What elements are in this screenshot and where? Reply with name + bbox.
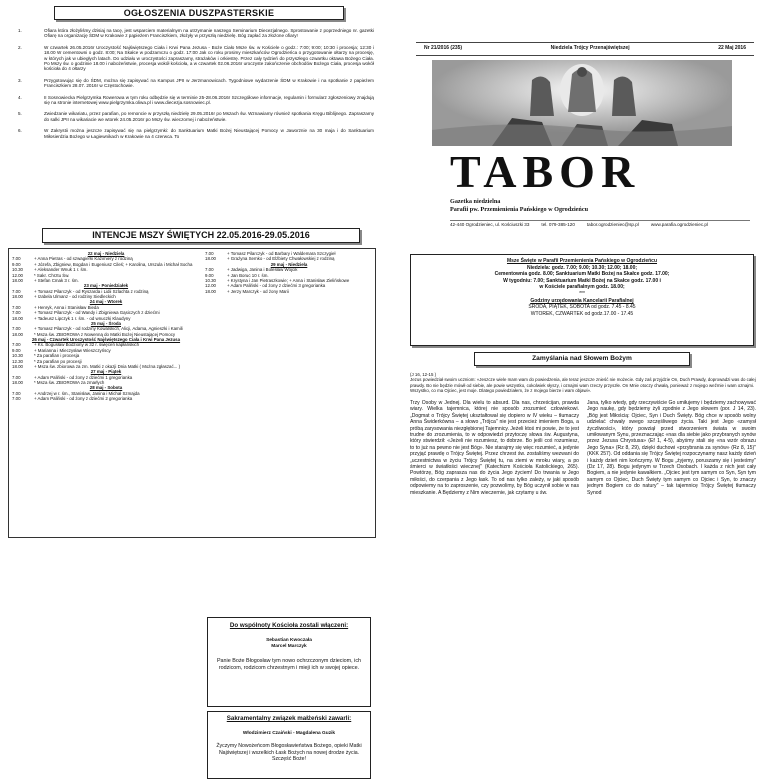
intention-text: + Jan Boruc 10 r. śm. (227, 272, 269, 278)
announcement-text: Zwiedzanie wikariatu, przez parafian, po remoncie w przyszłą niedzielę 29.05.2016r po Mszach św. Wznawiamy również spotkania Kręgu Biblijnego. Zapraszamy do salki JPII na wikariacie we wtorek 24.05.2016r po Mszy św. wieczornej i nabożeństwie. (44, 111, 374, 122)
transfiguration-painting (432, 60, 732, 146)
reflection-column-1: Trzy Osoby w Jednej. Dla wielu to absurd. Dla nas, chrześcijan, prawda wiary. Wielka tajemnica, której nie sposób zrozumieć człowiekowi. „Dogmat o Trójcy Świętej ukształtował się dopiero w IV wieku – tłumaczy Anna Świderkówna – a słowo „Trójca" nie jest przecież imieniem Boga, a próbą zarysowania niezgłębionej Tajemnicy. Jeżeli ktoś mi powie, że to jest trudne do zrozumienia, to w odpowiedzi przytoczę słowa św. Augustyna, który stwierdził: «Jeżeli nie rozumiesz, to dobrze. Bo jeśli coś rozumiesz, to to już na pewno nie jest Bóg». Nie starajmy się więc rozumieć, a jedynie przyjąć prawdę o Trójcy Świętej. Przez chrzest św. zostaliśmy wezwani do „uczestnictwa w życiu Trójcy Świętej tu, na ziemi w mroku wiary, a po śmierci w światłości wiecznej" (Katechizm Kościoła Katolickiego, 265). Powtórzę, Bóg zaprasza nas do życia Jego życiem! Do trwania w Jego miłości, do czerpania z Jego łask. To od nas tylko zależy, w jaki sposób odpowiemy na to zaproszenie, czy pozwolimy, by Bóg uczynił sobie w nas mieszkanie. A Będziemy z Nim wieczernie, jak czytamy u św. (410, 400, 579, 496)
intention-time: 7.00 (12, 396, 21, 402)
intention-text: + Andrzej w r. śm., Stanisław, Janina i Michał Szmajda (34, 390, 140, 396)
issue-feast: Niedziela Trójcy Przenajświętszej (550, 45, 630, 52)
announcement-number: 2. (18, 44, 22, 50)
intention-row (12, 396, 200, 401)
intention-time: 18.00 (12, 277, 23, 283)
intention-time: 12.30 (12, 358, 23, 364)
intention-text: * Msza św. ZBIOROWA z Nowenną do Matki Bożej Nieustającej Pomocy (34, 331, 176, 337)
intention-text: * Za parafian po procesji (34, 358, 82, 364)
baptism-wish: Panie Boże Błogosław tym nowo ochrzczonym dzieciom, ich rodzicom, rodzicom chrzestnym i mieji ich w swojej opiece. (216, 658, 362, 672)
schedule-weekday-2: w Kościele parafialnym godz. 18.00; (539, 284, 625, 291)
schedule-stars: *** (579, 290, 585, 297)
intention-text: + Adam Paliński - od żony z dziećmi 3 gregorianka (227, 283, 326, 289)
intention-text: + Tomasz Pilarczyk - od rodziny Kowalskich, Alicji, Adama, Agnieszki i Kamili (34, 326, 183, 332)
schedule-cement: Cementownia godz. 8.00; Sanktuarium Matki Bożej na Skałce godz. 17.00; (494, 271, 670, 278)
intention-text: + Ks. Bogusław Bodziony w 32 r. święceń kapłańskich (34, 342, 140, 348)
intention-text: + Tadeusz Lipczyk 1 r. śm. - od wnuczki Klaudyny (34, 315, 131, 321)
contact-line (450, 220, 750, 227)
intention-time: 7.00 (12, 342, 21, 348)
intention-text: + Marianna i Mieczysław Wieszczyńscy (34, 347, 111, 353)
intention-time: 18.00 (12, 294, 23, 299)
marriage-wish: Życzymy Nowożeńcom Błogosławieństwa Bożego, opieki Matki Najświętszej i wszelkich Łask Bożych na nowej drodze życia. Szczęść Boże! (216, 742, 362, 763)
intention-text: + Tomasz Pilarczyk - od Wandy i Zbigniewa Gąsiczych z dziećmi (34, 310, 160, 316)
announcement-item (8, 78, 374, 89)
office-hours-1: ŚRODA, PIĄTEK, SOBOTA od godz. 7.45 - 8.45 (528, 304, 636, 311)
website: www.parafia.ogrodzieniec.pl (650, 222, 709, 227)
intention-row (205, 289, 373, 294)
day-heading: 28 maj - Sobota (89, 385, 123, 391)
gospel-reference: (J 16, 12-15 ) (410, 372, 437, 377)
email: tabor.ogrodzieniec@sp.pl (586, 222, 639, 227)
issue-number: Nr 21/2016 (235) (424, 45, 463, 52)
day-heading: 27 maj - Piątek (90, 369, 122, 375)
reflection-column-2: Jana, tylko wtedy, gdy rzeczywiście Go umiłujemy i będziemy zachowywać Jego naukę, gdy będziemy żyli zgodnie z Jego słowem (por. J 14, 23). „Bóg jest Miłością: Ojciec, Syn i Duch Święty. Bóg chce w sposób wolny udzielać chwały swego szczęśliwego życia. Taki jest Jego «zamysł życzliwości», który powziął przed stworzeniem świata w swoim umiłowanym Synu, przeznaczając «nas dla siebie jako przybranych synów przez Jezusa Chrystusa» (Ef 1, 4-5), abyśmy stali się «na wzór obrazu Jego Syna» (Rz 8, 29), dzięki duchowi «przybrania za synów» (Rz 8, 15)" (KKK 257). Od oddania się Trójcy Świętej rozpoczynamy nasz każdy dzień i każdy dzień nim kończymy. W Bogu „żyjemy, poruszamy się i jesteśmy" (Dz 17, 28). Bogu jedynym w Trzech Osobach. I każda z nich jest cały Bogiem, a nie jedynie kawałkiem. „Ojciec jest tym samym co Syn, Syn tym samym co Ojciec, Duch Święty tym samym co Ojciec i Syn, to znaczy jednym Bogiem co do natury" – tak tajemnicę Trójcy Świętej tłumaczy Synod (587, 400, 756, 496)
intention-row (205, 256, 373, 261)
marriage-heading: Sakramentalny związek małżeński zawarli: (226, 715, 352, 722)
day-heading: 29 maj - Niedziela (270, 261, 308, 267)
intention-time: 7.00 (12, 288, 21, 294)
marriage-box (207, 711, 371, 779)
intention-time: 12.00 (205, 283, 216, 289)
intention-time: 10.30 (12, 267, 23, 273)
intention-time: 7.00 (205, 267, 214, 273)
gospel-text (410, 372, 756, 394)
baptism-box (207, 617, 371, 707)
office-title: Godziny urzędowania Kancelarii Parafialnej (530, 297, 634, 304)
office-hours-2: WTOREK, CZWARTEK od godz.17.00 - 17.45 (530, 310, 634, 317)
intention-time: 18.00 (12, 315, 23, 321)
announcement-item (8, 111, 374, 122)
intention-time: 7.00 (12, 310, 21, 316)
announcement-number: 6. (18, 128, 22, 134)
announcement-number: 1. (18, 28, 22, 33)
day-heading: 24 maj - Wtorek (89, 299, 123, 305)
announcement-text: II Sosnowiecka Pielgrzymka Rowerowa w tym roku odbędzie się w terminie 25-28.06.2016r Szczegółowe informacje, regulamin i formularz zgłoszeniowy znajdują się na stronie internetowej www.pielgrzymka.oliwa.pl i www.diecezja.sosnowiec.pl. (44, 94, 374, 106)
day-heading: 22 maj - Niedziela (87, 251, 125, 256)
phone: tel. 079-385-120 (541, 222, 575, 227)
announcement-item (8, 28, 374, 39)
mass-intentions-column-1 (12, 251, 200, 402)
marriage-names: Włodzimierz Czaiński - Magdalena Guzik (242, 730, 336, 736)
mass-intentions-column-2 (205, 251, 373, 294)
schedule-sunday: Niedziela: godz. 7.00; 9.00; 10.30; 12.00; 18.00; (526, 264, 638, 271)
intention-text: + Adam Paliński - od żony z dziećmi 1 gregorianka (34, 374, 133, 380)
intention-time: 18.00 (205, 256, 216, 262)
announcement-text: Ofiara która złożyliśmy dzisiaj na tacę, jest wsparciem materialnym na utrzymanie naszego Seminarium Diecezjalnego. Sprostowanie z poprzedniego nr. gazetki Ofiarę na organizację ŚDM w Krakowie z pąpieżem Franciszkiem, złożyły w przyszłą niedzielę. Bóg zapłać za złożone ofiary! (44, 28, 374, 39)
intention-time: 7.00 (205, 251, 214, 256)
announcements-list (8, 28, 374, 145)
intention-text: + Grażyna Semko - od Elżbiety Chwałowskiej z rodziną (227, 256, 335, 262)
schedule-title: Msze Święte w Parafii Przemienienia Pańskiego w Ogrodzieńcu (506, 258, 658, 264)
reflection-title: Zamyślania nad Słowem Bożym (474, 352, 690, 366)
intention-time: 7.00 (12, 326, 21, 332)
intention-time: 7.00 (12, 256, 21, 262)
masthead-subtitle-2: Parafii pw. Przemienienia Pańskiego w Ogrodzieńcu (450, 206, 589, 214)
announcements-title: OGŁOSZENIA DUSZPASTERSKIE (54, 6, 344, 20)
intention-text: + Jadwiga, Janina i Bolesław Wójcik (227, 267, 298, 273)
left-page (6, 4, 378, 763)
mass-intentions-frame (8, 248, 376, 763)
intention-text: + Stefan Cmak 3 r. śm. (34, 277, 79, 283)
intention-text: + Józefa, Zbigniew, Bogdan i Eugeniusz Cileś; + Karolina, Urszula i Michał Socha (34, 261, 193, 267)
baptism-name: Marcel Marczyk (271, 643, 307, 649)
day-heading: 26 maj - Czwartek Uroczystość Najświętszego Ciała i Krwi Pana Jezusa (31, 337, 181, 342)
intention-time: 18.00 (12, 380, 23, 385)
baptism-heading: Do wspólnoty Kościoła zostali włączeni: (229, 622, 349, 629)
announcement-item (8, 128, 374, 139)
masthead-subtitle-1: Gazetka niedzielna (450, 198, 501, 205)
announcement-item (8, 95, 374, 106)
reflection-columns (410, 400, 756, 538)
announcement-text: W Zakrystii można jeszcze zapisywać się na pielgrzymki: do Sanktuarium Matki Bożej Nieustającej Pomocy w Jaworznie na 30 maja i do Sanktuarium Miłosierdzia Bożego w Łagiewnikach w Krakowie na 4 czerwca. To (44, 128, 374, 139)
announcement-number: 4. (18, 94, 22, 100)
day-heading: 23 maj - Poniedziałek (83, 283, 129, 289)
issue-bar (416, 42, 754, 56)
masthead-subtitle (450, 198, 588, 214)
intention-text: + Tomasz Pilarczyk - od Ryszarda i Lidii Szlachta z rodziną (34, 288, 149, 294)
intention-time: 9.00 (12, 347, 21, 353)
intention-time: 18.00 (12, 363, 23, 369)
right-page (402, 4, 764, 540)
intention-time: 9.00 (12, 261, 21, 267)
schedule-weekday: W tygodniu: 7.00; Sanktuarium Matki Bożej na Skałce godz. 17.00 i (503, 277, 661, 284)
intention-time: 9.00 (205, 272, 214, 278)
intention-text: + Msza św. zbiorowa za zm. Matki z okazji Dnia Matki ( Można zgłaszać... ) (34, 363, 181, 369)
intention-text: + Izabela Ulmanz - od rodziny Siedleckich (34, 294, 116, 299)
mass-intentions-title: INTENCJE MSZY ŚWIĘTYCH 22.05.2016-29.05.2016 (42, 228, 360, 243)
tabor-logo: TABOR (450, 146, 641, 197)
address: 42-440 Ogrodzieniec, ul. Kościuszki 33 (450, 222, 530, 227)
announcement-number: 3. (18, 77, 22, 83)
intention-time: 7.00 (12, 374, 21, 380)
intention-text: * Msza św. ZBIOROWA za zmarłych (34, 380, 105, 385)
intention-text: * Za parafian i procesja (34, 353, 80, 359)
intention-time: 10.30 (12, 353, 23, 359)
intention-text: + Jerzy Marczyk - od żony Marii (227, 288, 289, 294)
mass-schedule-box (410, 254, 754, 346)
gospel-body: Jezus powiedział swoim uczniom: «Jeszcze wiele mam wam do powiedzenia, ale teraz jeszcze znieść nie możecie. Gdy zaś przyjdzie On, Duch Prawdy, doprowadzi was do całej prawdy. Bo nie będzie mówił od siebie, ale powie wszystko, cokolwiek słyszy, i oznajmi wam rzeczy przyszłe. On Mnie otoczy chwałą, ponieważ z mojego weźmie i wam oznajmi. Wszystko, co ma Ojciec, jest moje. Dlatego powiedziałem, że z mojego bierze i wam objawi». (410, 377, 756, 394)
intention-time: 7.00 (12, 390, 21, 396)
issue-date: 22 Maj 2016 (718, 45, 746, 52)
announcement-item (8, 45, 374, 72)
intention-text: * Sakr. Chrztu Św. (34, 272, 70, 278)
intention-time: 10.30 (205, 277, 216, 283)
day-heading: 25 maj - Środa (90, 320, 121, 326)
intention-text: + Henryk, Anna i Stanisław Bieda (34, 304, 99, 310)
intention-text: + Krystyna i Jan Pietraszkowie; + Anna i Stanisław Zielińskowe (227, 277, 350, 283)
intention-text: + Aleksander Wnuk 1 r. śm. (34, 267, 88, 273)
intention-time: 7.00 (12, 304, 21, 310)
baptism-name: Sebastian Kwoczała (266, 637, 312, 643)
intention-time: 12.00 (12, 272, 23, 278)
intention-text: + Adam Paliński - od żony z dziećmi 2 gregorianka (34, 396, 133, 402)
announcement-text: Przygotowując się do ŚDM, można się zapisywać na Kampus JPII w Jerzmanowicach. Tygodniowe wydarzenie ŚDM w Krakowie i na spotkanie z papieżem Franciszkiem 28.07. 2016r w Częstochowie. (44, 77, 374, 89)
intention-text: + Tomasz Pilarczyk - od Barbary i Waldemara Szczygieł (227, 251, 336, 256)
intention-time: 18.00 (205, 288, 216, 294)
intention-time: 18.00 (12, 331, 23, 337)
announcement-number: 5. (18, 111, 22, 117)
announcement-text: W czwartek 26.05.2016r Uroczystość Najświętszego Ciała i Krwi Pana Jezusa - Boże Ciało Msze św. w Kościele o godz.: 7:00; 9:00; 10:30 i procesja; 12:30 i 18.00 W cementowni o godz. 8:00; Na Skałce w podzamczu o godz. 17:00 Jak co roku prosimy mieszkańców Ogrodzieńca o przygotowanie ołtarzy na procesję, w których jak w ubiegłych latach. Do udziału w uroczystości zapraszamy, strażaków i orkiestrę. Przez cały tydzień do przyszłego czwartku oktawa Bożego Ciała. Po Mszy św. o godzinie 18.00 i nabożeństwie, procesja wokół kościoła, a w czwartek 02.06.2016r uroczyste zakończenie obchodów Bożego Ciała, procesja wokół kościoła do 4 ołtarzy (44, 44, 374, 72)
intention-text: + Anna Pietras - od szwagierki Kazimiery z rodziną (34, 256, 133, 262)
